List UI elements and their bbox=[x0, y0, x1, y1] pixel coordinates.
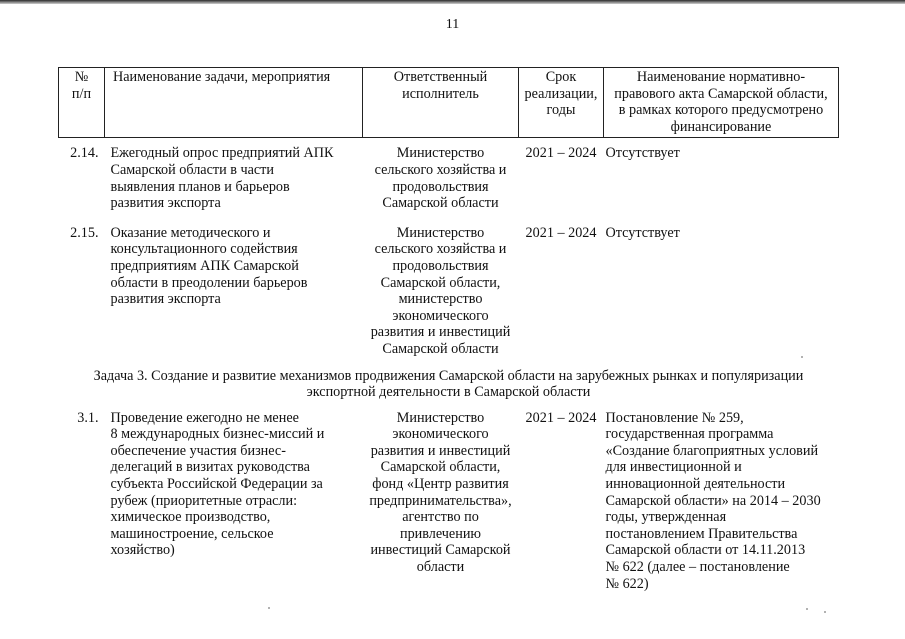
legal-act-line: постановлением Правительства bbox=[605, 525, 798, 542]
task-name-line: консультационного содействия bbox=[110, 241, 298, 258]
header-act bbox=[604, 68, 839, 138]
legal-act-line: Самарской области» на 2014 – 2030 bbox=[605, 492, 821, 509]
header-num-line: № bbox=[74, 69, 89, 85]
executor-line: предпринимательства», bbox=[369, 492, 512, 509]
task-name-line: хозяйство) bbox=[110, 542, 175, 559]
row-executor bbox=[363, 403, 519, 593]
header-period bbox=[519, 68, 604, 138]
row-executor bbox=[363, 218, 519, 358]
scan-speck bbox=[806, 608, 808, 610]
row-task-name bbox=[105, 138, 363, 212]
task-name-line: Оказание методического и bbox=[110, 224, 271, 241]
legal-act-line: государственная программа bbox=[605, 426, 774, 443]
row-task-name bbox=[105, 403, 363, 593]
legal-act-line: годы, утвержденная bbox=[605, 509, 727, 526]
table-body bbox=[59, 138, 839, 592]
task-name-line: развития экспорта bbox=[110, 291, 221, 308]
executor-line: Министерство bbox=[396, 224, 485, 241]
legal-act-line: для инвестиционной и bbox=[605, 459, 742, 476]
legal-act-line: Отсутствует bbox=[605, 224, 680, 241]
executor-line: агентство по bbox=[402, 509, 479, 526]
executor-line: сельского хозяйства и bbox=[374, 161, 507, 178]
header-act-line: правового акта Самарской области, bbox=[614, 85, 828, 102]
legal-act-line: Самарской области от 14.11.2013 bbox=[605, 542, 806, 559]
task-name-line: области в преодолении барьеров bbox=[110, 274, 308, 291]
header-executor bbox=[363, 68, 519, 138]
row-period: 2021 – 2024 bbox=[525, 224, 597, 241]
legal-act-line: № 622) bbox=[605, 575, 649, 592]
task-name-line: развития экспорта bbox=[110, 195, 221, 212]
task-name-line: обеспечение участия бизнес- bbox=[110, 442, 286, 459]
task-name-line: предприятиям АПК Самарской bbox=[110, 257, 299, 274]
executor-line: продовольствия bbox=[392, 257, 489, 274]
scan-top-edge bbox=[0, 0, 905, 4]
task-name-line: Самарской области в части bbox=[110, 161, 274, 178]
task-name-line: Ежегодный опрос предприятий АПК bbox=[110, 145, 334, 162]
table-row-3-1 bbox=[59, 403, 839, 593]
legal-act-line: «Создание благоприятных условий bbox=[605, 442, 819, 459]
task-name-line: машиностроение, сельское bbox=[110, 525, 274, 542]
row-period: 2021 – 2024 bbox=[525, 145, 597, 162]
executor-line: экономического bbox=[392, 307, 489, 324]
executor-line: привлечению bbox=[399, 525, 482, 542]
header-period-line: реализации, bbox=[524, 85, 598, 102]
executor-line: экономического bbox=[392, 426, 489, 443]
executor-line: Министерство bbox=[396, 145, 485, 162]
task-name-line: химическое производство, bbox=[110, 509, 271, 526]
header-num bbox=[59, 68, 105, 138]
row-number: 3.1. bbox=[77, 409, 99, 426]
row-executor bbox=[363, 138, 519, 212]
row-legal-act bbox=[604, 403, 839, 593]
executor-line: Самарской области bbox=[382, 195, 499, 212]
section-heading-row bbox=[59, 358, 839, 403]
header-row bbox=[59, 68, 839, 138]
header-executor-line: Ответственный bbox=[393, 69, 488, 85]
row-period: 2021 – 2024 bbox=[525, 409, 597, 426]
legal-act-line: Отсутствует bbox=[605, 145, 680, 162]
measures-table bbox=[58, 67, 839, 592]
executor-line: области bbox=[416, 559, 465, 576]
legal-act-line: инновационной деятельности bbox=[605, 476, 786, 493]
header-act-line: финансирование bbox=[670, 118, 772, 135]
executor-line: развития и инвестиций bbox=[370, 442, 511, 459]
executor-line: Самарской области, bbox=[380, 459, 501, 476]
executor-line: сельского хозяйства и bbox=[374, 241, 507, 258]
scan-speck bbox=[268, 607, 270, 609]
header-act-line: в рамках которого предусмотрено bbox=[618, 102, 824, 119]
table-row-2-14 bbox=[59, 138, 839, 212]
executor-line: развития и инвестиций bbox=[370, 324, 511, 341]
executor-line: фонд «Центр развития bbox=[372, 476, 509, 493]
header-act-line: Наименование нормативно- bbox=[636, 69, 806, 85]
section-heading-line: экспортной деятельности в Самарской области bbox=[306, 384, 591, 401]
legal-act-line: № 622 (далее – постановление bbox=[605, 559, 790, 576]
task-name-line: 8 международных бизнес-миссий и bbox=[110, 426, 325, 443]
header-name bbox=[105, 68, 363, 138]
task-name-line: выявления планов и барьеров bbox=[110, 178, 290, 195]
task-name-line: субъекта Российской Федерации за bbox=[110, 476, 323, 493]
header-num-line: п/п bbox=[71, 85, 92, 102]
executor-line: Самарской области, bbox=[380, 274, 501, 291]
row-legal-act bbox=[604, 218, 839, 358]
section-heading bbox=[59, 358, 839, 403]
executor-line: инвестиций Самарской bbox=[370, 542, 511, 559]
row-number: 2.15. bbox=[70, 224, 99, 241]
executor-line: продовольствия bbox=[392, 178, 489, 195]
task-name-line: Проведение ежегодно не менее bbox=[110, 409, 299, 426]
header-name-line: Наименование задачи, мероприятия bbox=[113, 69, 331, 85]
scan-speck bbox=[824, 611, 826, 613]
header-period-line: годы bbox=[546, 102, 576, 119]
scan-speck bbox=[801, 356, 803, 358]
header-period-line: Срок bbox=[545, 69, 577, 85]
task-name-line: делегаций в визитах руководства bbox=[110, 459, 310, 476]
table-header bbox=[59, 68, 839, 138]
executor-line: Министерство bbox=[396, 409, 485, 426]
row-legal-act bbox=[604, 138, 839, 212]
legal-act-line: Постановление № 259, bbox=[605, 409, 744, 426]
table-row-2-15 bbox=[59, 218, 839, 358]
header-executor-line: исполнитель bbox=[402, 85, 479, 102]
executor-line: Самарской области bbox=[382, 340, 499, 357]
task-name-line: рубеж (приоритетные отрасли: bbox=[110, 492, 298, 509]
row-number: 2.14. bbox=[70, 145, 99, 162]
section-heading-line: Задача 3. Создание и развитие механизмов продвижения Самарской области на зарубежных рынках и популяризации bbox=[93, 367, 804, 384]
executor-line: министерство bbox=[398, 291, 483, 308]
page-number: 11 bbox=[445, 17, 460, 32]
row-task-name bbox=[105, 218, 363, 358]
